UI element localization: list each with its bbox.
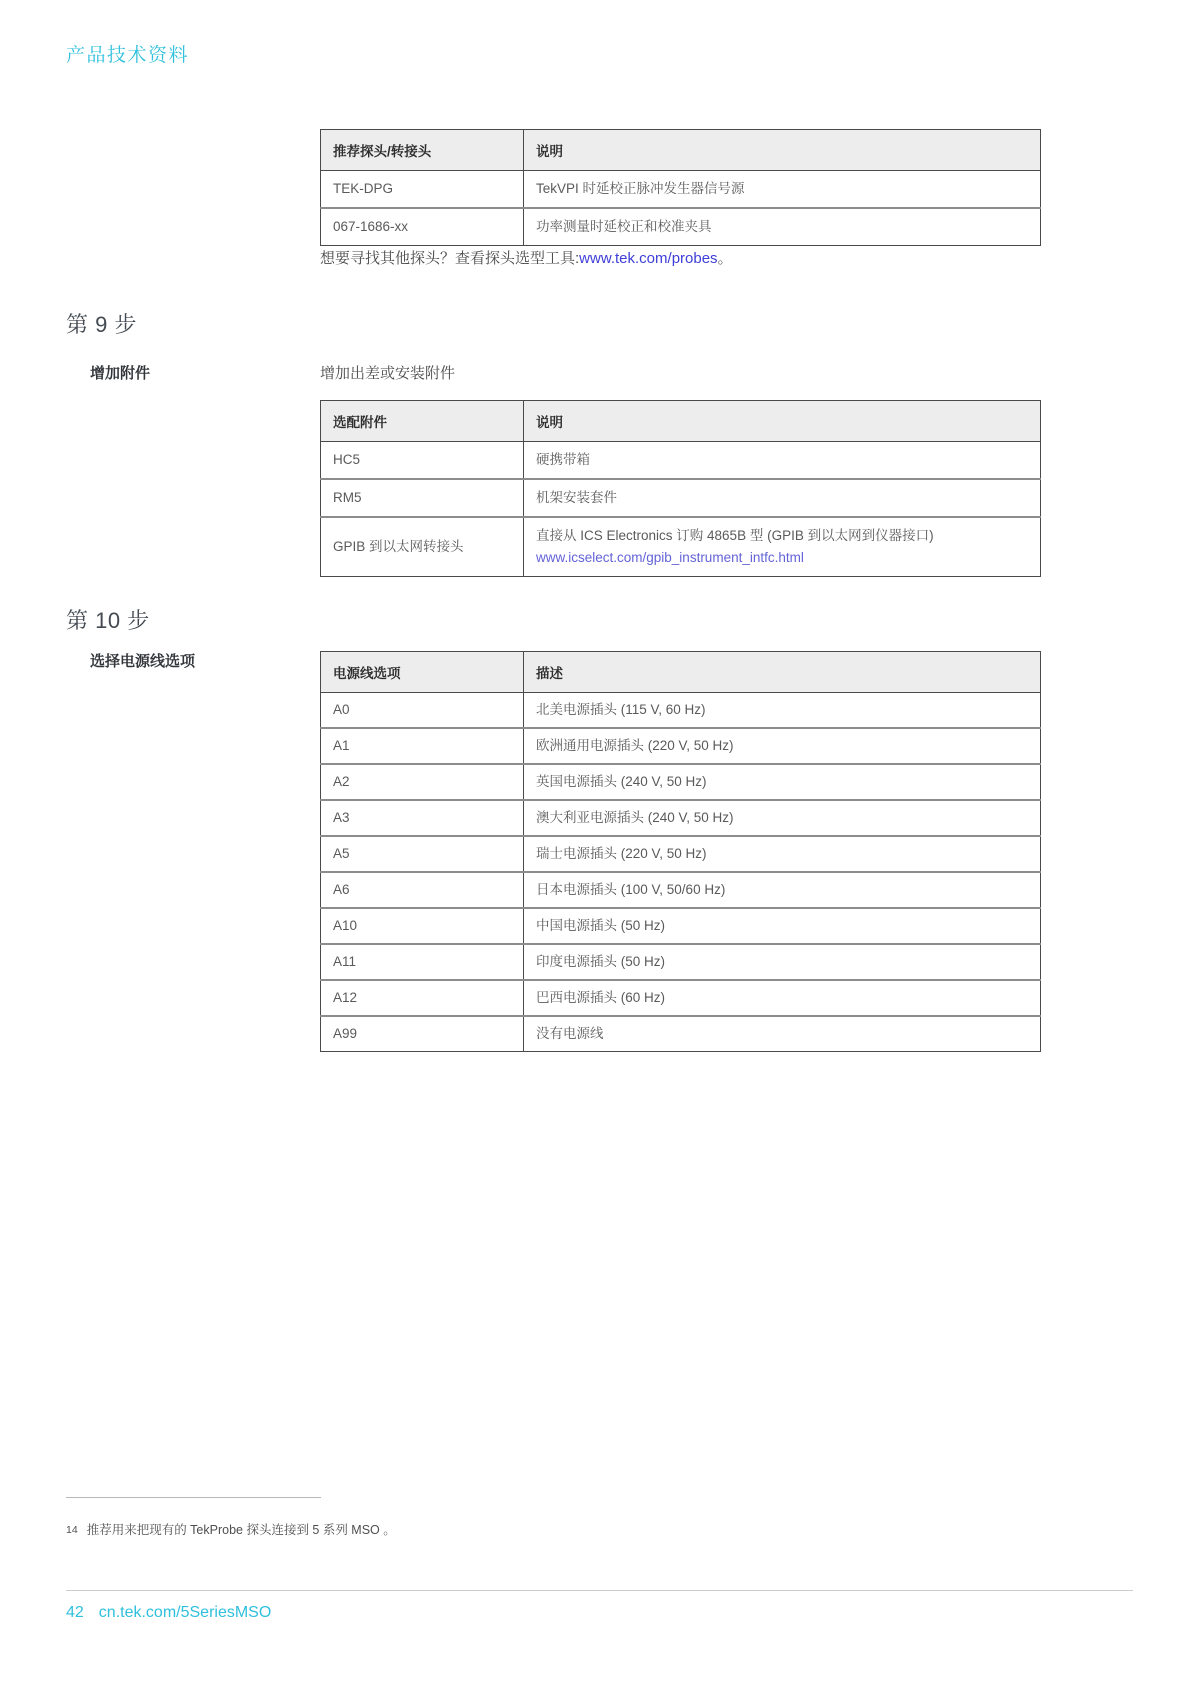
column-header: 描述 [524, 652, 1041, 693]
table-cell-text: A11 [333, 954, 357, 969]
table-cell-text: 中国电源插头 (50 Hz) [536, 918, 666, 933]
table-cell-text: A99 [333, 1026, 358, 1041]
table-row [321, 479, 1041, 517]
table-cell-text: GPIB 到以太网转接头 [333, 539, 464, 554]
table-cell-text: TEK-DPG [333, 181, 394, 196]
table-cell [524, 944, 1041, 980]
table-cell-text: 硬携带箱 [536, 452, 590, 467]
table-cell [321, 208, 524, 246]
accessories-table [320, 400, 1041, 577]
probe-selector-link[interactable]: www.tek.com/probes [579, 250, 718, 267]
column-header: 说明 [524, 401, 1041, 442]
table-cell [321, 442, 524, 480]
table-cell-text: 瑞士电源插头 (220 V, 50 Hz) [536, 846, 707, 861]
table-cell [524, 479, 1041, 517]
table-cell [524, 1016, 1041, 1052]
table-row [321, 908, 1041, 944]
footnote-divider [66, 1497, 321, 1498]
table-cell [321, 517, 524, 577]
table-row [321, 517, 1041, 577]
table-cell [321, 872, 524, 908]
table-row [321, 171, 1041, 209]
footnote [66, 1520, 396, 1538]
table-row [321, 764, 1041, 800]
table-cell-text: A10 [333, 918, 358, 933]
table-cell [524, 171, 1041, 209]
column-header: 选配附件 [321, 401, 524, 442]
table-cell [321, 908, 524, 944]
table-cell-text: 日本电源插头 (100 V, 50/60 Hz) [536, 882, 726, 897]
step-10-label: 选择电源线选项 [90, 653, 196, 670]
table-cell-text: 机架安装套件 [536, 490, 617, 505]
table-cell [321, 980, 524, 1016]
table-cell [524, 800, 1041, 836]
table-row [321, 1016, 1041, 1052]
table-cell-text: 澳大利亚电源插头 (240 V, 50 Hz) [536, 810, 734, 825]
column-header: 说明 [524, 130, 1041, 171]
table-cell-text: 英国电源插头 (240 V, 50 Hz) [536, 774, 707, 789]
table-cell-text: A3 [333, 810, 350, 825]
table-row [321, 980, 1041, 1016]
table-cell-text: 印度电源插头 (50 Hz) [536, 954, 666, 969]
table-row [321, 728, 1041, 764]
table-cell [524, 836, 1041, 872]
footnote-marker: 14 [66, 1524, 78, 1536]
page-footer [66, 1604, 271, 1622]
step-10-title: 第 10 步 [66, 608, 150, 633]
table-row [321, 442, 1041, 480]
table-cell-text: 功率测量时延校正和校准夹具 [536, 219, 712, 234]
table-header-row [321, 401, 1041, 442]
recommended-probes-table [320, 129, 1041, 246]
table-cell [321, 693, 524, 729]
table-cell-text: RM5 [333, 490, 362, 505]
table-cell [524, 908, 1041, 944]
page-number: 42 [66, 1604, 84, 1621]
table-cell [524, 517, 1041, 577]
table-header-row [321, 130, 1041, 171]
probe-note-suffix: 。 [717, 250, 733, 267]
table-cell [321, 944, 524, 980]
table-row [321, 836, 1041, 872]
footnote-text: 推荐用来把现有的 TekProbe 探头连接到 5 系列 MSO 。 [86, 1523, 396, 1537]
step-9-title: 第 9 步 [66, 312, 137, 337]
table-cell-text: 欧洲通用电源插头 (220 V, 50 Hz) [536, 738, 734, 753]
table-row [321, 693, 1041, 729]
footer-link[interactable]: cn.tek.com/5SeriesMSO [98, 1604, 272, 1621]
table-cell-text: A2 [333, 774, 350, 789]
table-cell [524, 693, 1041, 729]
table-cell [524, 728, 1041, 764]
table-cell [321, 764, 524, 800]
table-cell-text: A12 [333, 990, 358, 1005]
table-cell [321, 836, 524, 872]
table-cell [321, 800, 524, 836]
probe-note-text: 想要寻找其他探头？查看探头选型工具: [320, 250, 580, 267]
table-cell-text: A0 [333, 702, 350, 717]
table-row [321, 208, 1041, 246]
table-cell-text: 直接从 ICS Electronics 订购 4865B 型 (GPIB 到以太网到仪器接口) [536, 528, 934, 543]
table-cell-text: 没有电源线 [536, 1026, 604, 1041]
table-cell [524, 764, 1041, 800]
table-cell [321, 479, 524, 517]
table-cell [524, 442, 1041, 480]
table-cell-link[interactable]: www.icselect.com/gpib_instrument_intfc.html [536, 550, 804, 565]
table-header-row [321, 652, 1041, 693]
table-cell-text: A6 [333, 882, 350, 897]
table-cell-text: 067-1686-xx [333, 219, 409, 234]
table-cell [524, 980, 1041, 1016]
table-cell-text: TekVPI 时延校正脉冲发生器信号源 [536, 181, 745, 196]
table-cell-text: HC5 [333, 452, 361, 467]
table-cell [524, 208, 1041, 246]
column-header: 电源线选项 [321, 652, 524, 693]
step-9-label: 增加附件 [90, 365, 151, 382]
probe-selector-note [320, 249, 733, 269]
page-header-title: 产品技术资料 [66, 45, 190, 66]
table-cell-text: 巴西电源插头 (60 Hz) [536, 990, 666, 1005]
table-row [321, 872, 1041, 908]
table-cell [321, 171, 524, 209]
column-header: 推荐探头/转接头 [321, 130, 524, 171]
table-cell-text: A5 [333, 846, 350, 861]
table-cell [321, 728, 524, 764]
footer-divider [66, 1590, 1133, 1591]
table-row [321, 944, 1041, 980]
table-cell-text: 北美电源插头 (115 V, 60 Hz) [536, 702, 706, 717]
table-cell-text: A1 [333, 738, 350, 753]
step-9-description: 增加出差或安装附件 [320, 365, 456, 382]
table-cell [321, 1016, 524, 1052]
power-cord-options-table [320, 651, 1041, 1052]
table-cell [524, 872, 1041, 908]
table-row [321, 800, 1041, 836]
